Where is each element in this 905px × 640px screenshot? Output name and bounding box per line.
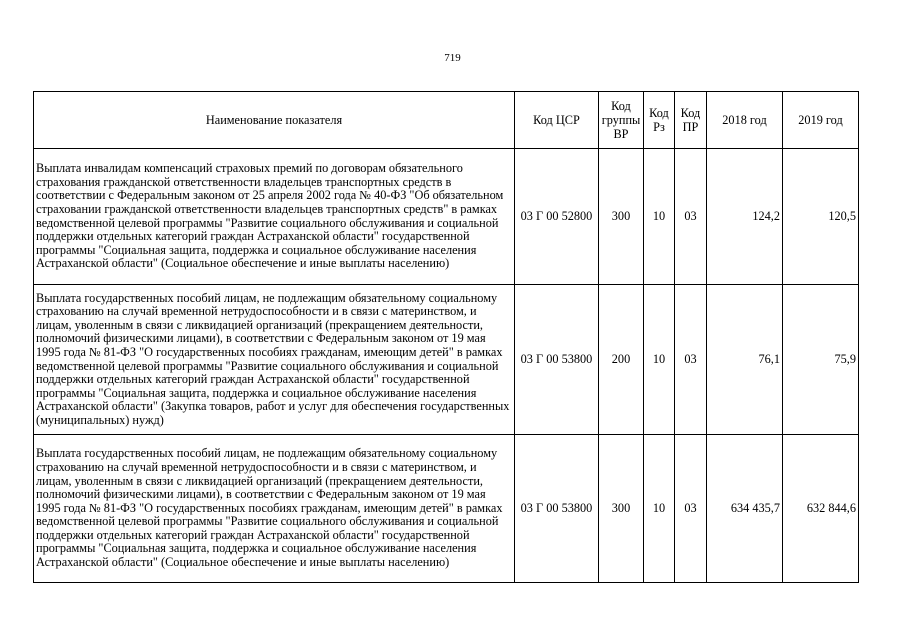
header-pr: Код ПР xyxy=(675,92,707,149)
header-name: Наименование показателя xyxy=(34,92,515,149)
row-csr: 03 Г 00 52800 xyxy=(515,149,599,285)
row-2018: 124,2 xyxy=(707,149,783,285)
row-vr: 300 xyxy=(599,435,644,583)
row-vr: 300 xyxy=(599,149,644,285)
budget-table xyxy=(33,91,859,583)
header-vr: Код группы ВР xyxy=(599,92,644,149)
header-csr: Код ЦСР xyxy=(515,92,599,149)
row-rz: 10 xyxy=(644,285,675,435)
header-rz: Код Рз xyxy=(644,92,675,149)
row-2019: 75,9 xyxy=(783,285,859,435)
row-2019: 632 844,6 xyxy=(783,435,859,583)
row-name: Выплата государственных пособий лицам, не подлежащим обязательному социальному страхованию на случай временной нетрудоспособности и в связи с материнством, и лицам, уволенным в связи с ликвидацией организаций (прекращением деятельности, полномочий физическими лицами), в соответствии с Федеральным законом от 19 мая 1995 года № 81-ФЗ "О государственных пособиях гражданам, имеющим детей" в рамках ведомственной целевой программы "Развитие социального обслуживания и социальной поддержки отдельных категорий граждан Астраханской области" государственной программы "Социальная защита, поддержка и социальное обслуживание населения Астраханской области" (Социальное обеспечение и иные выплаты населению) xyxy=(34,435,515,583)
page-number: 719 xyxy=(444,52,461,64)
table-header-row xyxy=(34,92,859,149)
row-pr: 03 xyxy=(675,149,707,285)
table-row xyxy=(34,435,859,583)
row-2018: 76,1 xyxy=(707,285,783,435)
row-rz: 10 xyxy=(644,149,675,285)
row-name: Выплата государственных пособий лицам, не подлежащим обязательному социальному страхованию на случай временной нетрудоспособности и в связи с материнством, и лицам, уволенным в связи с ликвидацией организаций (прекращением деятельности, полномочий физическими лицами), в соответствии с Федеральным законом от 19 мая 1995 года № 81-ФЗ "О государственных пособиях гражданам, имеющим детей" в рамках ведомственной целевой программы "Развитие социального обслуживания и социальной поддержки отдельных категорий граждан Астраханской области" государственной программы "Социальная защита, поддержка и социальное обслуживание населения Астраханской области" (Закупка товаров, работ и услуг для обеспечения государственных (муниципальных) нужд) xyxy=(34,285,515,435)
table-row xyxy=(34,149,859,285)
row-pr: 03 xyxy=(675,285,707,435)
row-csr: 03 Г 00 53800 xyxy=(515,285,599,435)
row-csr: 03 Г 00 53800 xyxy=(515,435,599,583)
row-name: Выплата инвалидам компенсаций страховых премий по договорам обязательного страхования гражданской ответственности владельцев транспортных средств в соответствии с Федеральным законом от 25 апреля 2002 года № 40-ФЗ "Об обязательном страховании гражданской ответственности владельцев транспортных средств" в рамках ведомственной целевой программы "Развитие социального обслуживания и социальной поддержки отдельных категорий граждан Астраханской области" государственной программы "Социальная защита, поддержка и социальное обслуживание населения Астраханской области" (Социальное обеспечение и иные выплаты населению) xyxy=(34,149,515,285)
table-row xyxy=(34,285,859,435)
row-2018: 634 435,7 xyxy=(707,435,783,583)
row-2019: 120,5 xyxy=(783,149,859,285)
row-pr: 03 xyxy=(675,435,707,583)
header-2018: 2018 год xyxy=(707,92,783,149)
header-2019: 2019 год xyxy=(783,92,859,149)
row-vr: 200 xyxy=(599,285,644,435)
row-rz: 10 xyxy=(644,435,675,583)
